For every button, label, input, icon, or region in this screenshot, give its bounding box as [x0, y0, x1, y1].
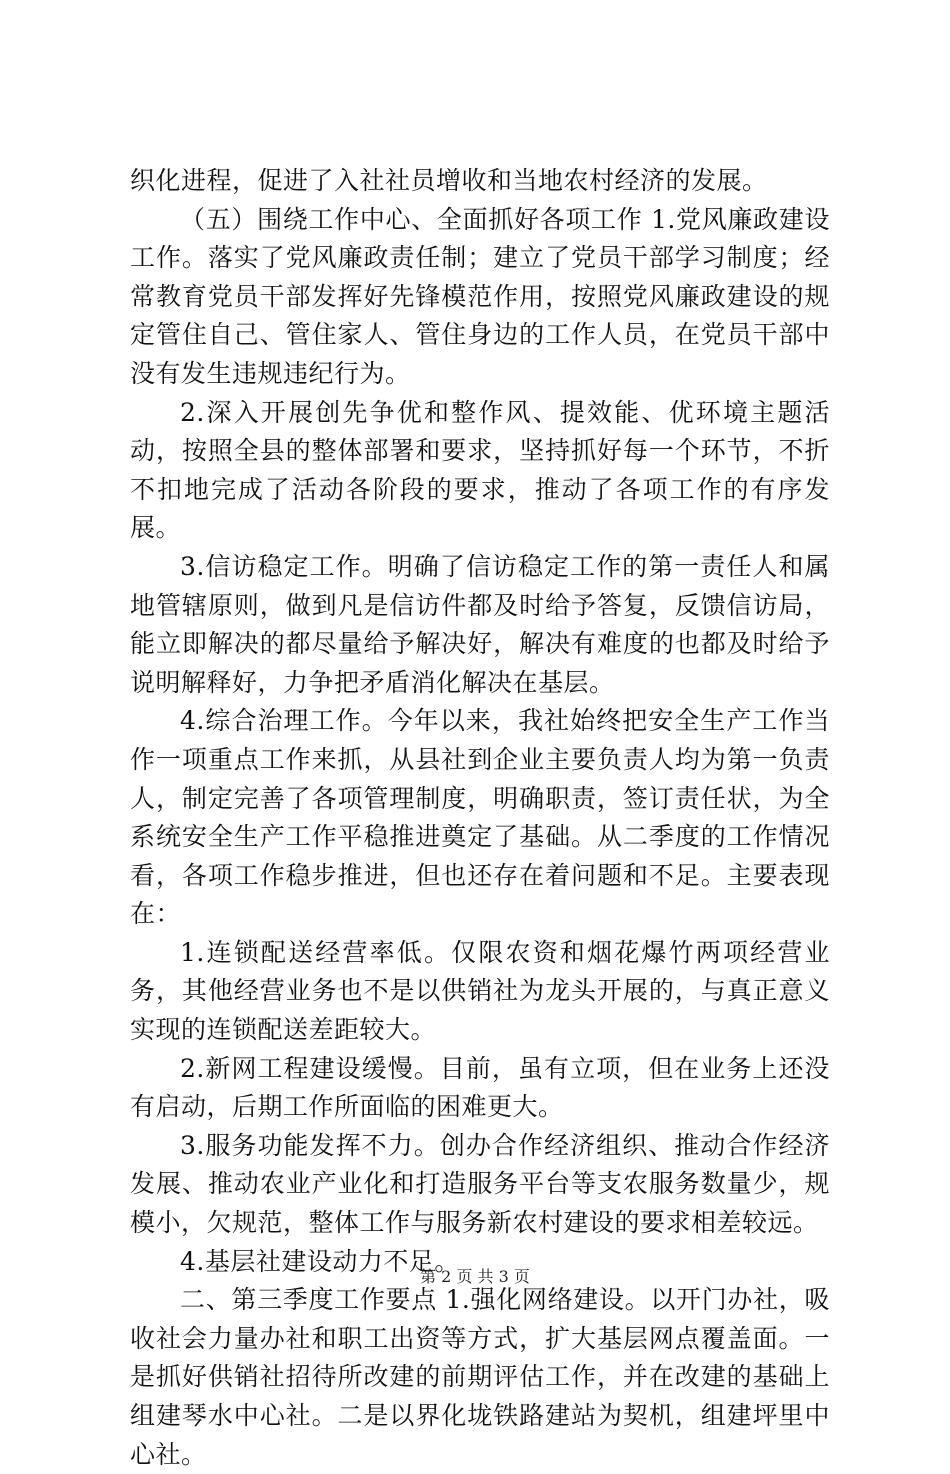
paragraph-item-3: 3.信访稳定工作。明确了信访稳定工作的第一责任人和属地管辖原则，做到凡是信访件都及时给予答复，反馈信访局，能立即解决的都尽量给予解决好，解决有难度的也都及时给予说明解释好，力争把矛盾消化解决在基层。 — [130, 551, 830, 697]
paragraph-item-2: 2.深入开展创先争优和整作风、提效能、优环境主题活动，按照全县的整体部署和要求，坚持抓好每一个环节，不折不扣地完成了活动各阶段的要求，推动了各项工作的有序发展。 — [130, 397, 830, 543]
paragraph-section-five: （五）围绕工作中心、全面抓好各项工作 1.党风廉政建设工作。落实了党风廉政责任制；建立了党员干部学习制度；经常教育党员干部发挥好先锋模范作用，按照党风廉政建设的规定管住自己、管住家人、管住身边的工作人员，在党员干部中没有发生违规违纪行为。 — [130, 204, 830, 388]
paragraph-section-two: 二、第三季度工作要点 1.强化网络建设。以开门办社，吸收社会力量办社和职工出资等方式，扩大基层网点覆盖面。一是抓好供销社招待所改建的前期评估工作，并在改建的基础上组建琴水中心社。二是以界化垅铁路建站为契机，组建坪里中心社。 — [130, 1285, 830, 1469]
paragraph-item-4: 4.综合治理工作。今年以来，我社始终把安全生产工作当作一项重点工作来抓，从县社到企业主要负责人均为第一负责人，制定完善了各项管理制度，明确职责，签订责任状，为全系统安全生产工作平稳推进奠定了基础。从二季度的工作情况看，各项工作稳步推进，但也还存在着问题和不足。主要表现在： — [130, 706, 830, 929]
paragraph-problem-2: 2.新网工程建设缓慢。目前，虽有立项，但在业务上还没有启动，后期工作所面临的困难更大。 — [130, 1053, 830, 1122]
page-footer: 第 2 页 共 3 页 — [420, 1267, 530, 1286]
paragraph-problem-3: 3.服务功能发挥不力。创办合作经济组织、推动合作经济发展、推动农业产业化和打造服务平台等支农服务数量少，规模小，欠规范，整体工作与服务新农村建设的要求相差较远。 — [130, 1130, 830, 1238]
paragraph-continuation: 织化进程，促进了入社社员增收和当地农村经济的发展。 — [130, 166, 768, 195]
paragraph-problem-1: 1.连锁配送经营率低。仅限农资和烟花爆竹两项经营业务，其他经营业务也不是以供销社为龙头开展的，与真正意义实现的连锁配送差距较大。 — [130, 937, 830, 1045]
paragraph-problem-4: 4.基层社建设动力不足。 — [180, 1246, 460, 1276]
